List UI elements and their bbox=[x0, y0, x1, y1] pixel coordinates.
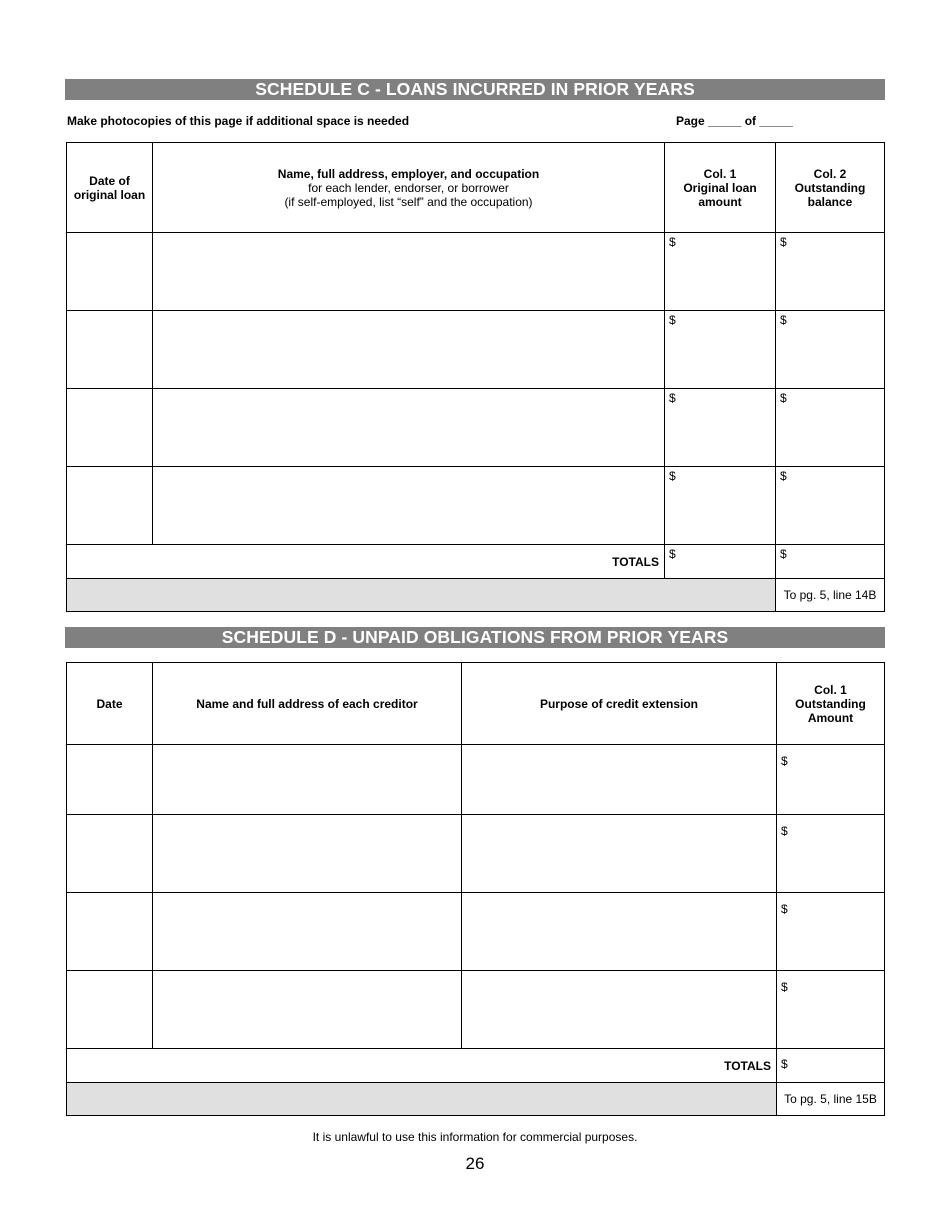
original-loan-amount-cell[interactable]: $ bbox=[665, 389, 776, 467]
date-cell[interactable] bbox=[67, 311, 153, 389]
schedule-d-header-row bbox=[67, 663, 885, 745]
outstanding-amount-cell[interactable]: $ bbox=[777, 893, 885, 971]
header-col1-original-loan-amount: Col. 1 Original loan amount bbox=[665, 143, 776, 233]
totals-label: TOTALS bbox=[67, 1049, 777, 1083]
table-row bbox=[67, 389, 885, 467]
table-row bbox=[67, 745, 885, 815]
date-cell[interactable] bbox=[67, 893, 153, 971]
purpose-cell[interactable] bbox=[462, 971, 777, 1049]
purpose-cell[interactable] bbox=[462, 745, 777, 815]
header-name-address: Name, full address, employer, and occupation for each lender, endorser, or borrower (if self-employed, list “self” and the occupation) bbox=[153, 143, 665, 233]
date-cell[interactable] bbox=[67, 815, 153, 893]
purpose-cell[interactable] bbox=[462, 893, 777, 971]
total-outstanding-amount-cell[interactable]: $ bbox=[777, 1049, 885, 1083]
total-outstanding-balance-cell[interactable]: $ bbox=[776, 545, 885, 579]
table-row bbox=[67, 815, 885, 893]
date-cell[interactable] bbox=[67, 467, 153, 545]
name-address-cell[interactable] bbox=[153, 389, 665, 467]
page-number: 26 bbox=[465, 1154, 485, 1173]
creditor-cell[interactable] bbox=[153, 893, 462, 971]
outstanding-amount-cell[interactable]: $ bbox=[777, 745, 885, 815]
shaded-cell bbox=[67, 1083, 777, 1116]
to-page-reference: To pg. 5, line 15B bbox=[777, 1083, 885, 1116]
outstanding-balance-cell[interactable]: $ bbox=[776, 311, 885, 389]
schedule-c-header-row bbox=[67, 143, 885, 233]
original-loan-amount-cell[interactable]: $ bbox=[665, 311, 776, 389]
outstanding-balance-cell[interactable]: $ bbox=[776, 467, 885, 545]
total-original-loan-amount-cell[interactable]: $ bbox=[665, 545, 776, 579]
creditor-cell[interactable] bbox=[153, 971, 462, 1049]
creditor-cell[interactable] bbox=[153, 745, 462, 815]
schedule-d-table bbox=[66, 662, 885, 1116]
outstanding-balance-cell[interactable]: $ bbox=[776, 389, 885, 467]
outstanding-amount-cell[interactable]: $ bbox=[777, 815, 885, 893]
date-cell[interactable] bbox=[67, 389, 153, 467]
schedule-c-title: SCHEDULE C - LOANS INCURRED IN PRIOR YEARS bbox=[65, 79, 885, 100]
header-purpose: Purpose of credit extension bbox=[462, 663, 777, 745]
table-row bbox=[67, 971, 885, 1049]
totals-label: TOTALS bbox=[67, 545, 665, 579]
commercial-use-notice: It is unlawful to use this information for commercial purposes. bbox=[312, 1130, 638, 1144]
header-date-of-original-loan: Date of original loan bbox=[67, 143, 153, 233]
header-col2-outstanding-balance: Col. 2 Outstanding balance bbox=[776, 143, 885, 233]
original-loan-amount-cell[interactable]: $ bbox=[665, 467, 776, 545]
totals-row bbox=[67, 1049, 885, 1083]
carry-forward-row bbox=[67, 579, 885, 612]
creditor-cell[interactable] bbox=[153, 815, 462, 893]
table-row bbox=[67, 233, 885, 311]
date-cell[interactable] bbox=[67, 971, 153, 1049]
outstanding-amount-cell[interactable]: $ bbox=[777, 971, 885, 1049]
header-col1-outstanding-amount: Col. 1 Outstanding Amount bbox=[777, 663, 885, 745]
date-cell[interactable] bbox=[67, 745, 153, 815]
name-address-cell[interactable] bbox=[153, 311, 665, 389]
header-date: Date bbox=[67, 663, 153, 745]
photocopy-note: Make photocopies of this page if additional space is needed bbox=[67, 114, 410, 128]
purpose-cell[interactable] bbox=[462, 815, 777, 893]
table-row bbox=[67, 893, 885, 971]
original-loan-amount-cell[interactable]: $ bbox=[665, 233, 776, 311]
table-row bbox=[67, 311, 885, 389]
totals-row bbox=[67, 545, 885, 579]
name-address-cell[interactable] bbox=[153, 467, 665, 545]
name-address-cell[interactable] bbox=[153, 233, 665, 311]
outstanding-balance-cell[interactable]: $ bbox=[776, 233, 885, 311]
date-cell[interactable] bbox=[67, 233, 153, 311]
header-creditor: Name and full address of each creditor bbox=[153, 663, 462, 745]
shaded-cell bbox=[67, 579, 776, 612]
carry-forward-row bbox=[67, 1083, 885, 1116]
table-row bbox=[67, 467, 885, 545]
page-of-label: Page _____ of _____ bbox=[676, 114, 793, 128]
schedule-d-title: SCHEDULE D - UNPAID OBLIGATIONS FROM PRIOR YEARS bbox=[65, 627, 885, 648]
to-page-reference: To pg. 5, line 14B bbox=[776, 579, 885, 612]
schedule-c-table bbox=[66, 142, 885, 612]
